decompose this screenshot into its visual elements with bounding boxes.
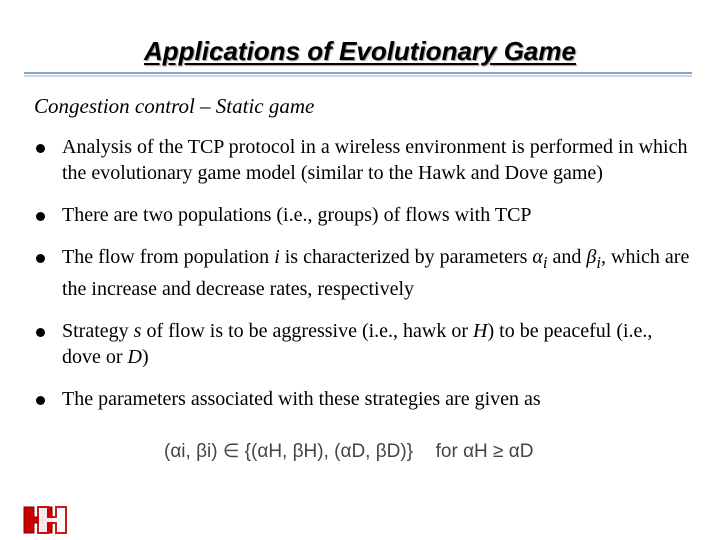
bullet-dot-icon <box>36 396 45 405</box>
bullet-dot-icon <box>36 254 45 263</box>
parameter-formula <box>164 440 533 463</box>
slide-title: Applications of Evolutionary Game <box>144 36 576 66</box>
bullet-dot-icon <box>36 144 45 153</box>
bullet-dot-icon <box>36 328 45 337</box>
formula-main: (αi, βi) ∈ {(αH, βH), (αD, βD)} <box>164 441 414 462</box>
bullet-item <box>34 386 694 412</box>
formula-condition: for αH ≥ αD <box>435 441 534 462</box>
university-logo-icon <box>22 505 68 535</box>
bullet-item <box>34 244 694 302</box>
bullet-item <box>34 202 694 228</box>
bullet-text: The parameters associated with these strategies are given as <box>62 388 541 410</box>
bullet-text: Analysis of the TCP protocol in a wireless environment is performed in which the evolutionary game model (similar to the Hawk and Dove game) <box>62 136 688 184</box>
section-subtitle: Congestion control – Static game <box>34 94 315 118</box>
title-divider <box>24 72 692 78</box>
bullet-item <box>34 134 694 186</box>
bullet-dot-icon <box>36 212 45 221</box>
bullet-text: Strategy s of flow is to be aggressive (i.e., hawk or H) to be peaceful (i.e., dove or D) <box>62 320 653 368</box>
bullet-list <box>34 134 694 428</box>
bullet-text: There are two populations (i.e., groups) of flows with TCP <box>62 204 532 226</box>
bullet-item <box>34 318 694 370</box>
bullet-text: The flow from population i is characterized by parameters $\alpha_i$ and $\beta_i$, which are the increase and decrease rates, respectively <box>62 246 690 300</box>
